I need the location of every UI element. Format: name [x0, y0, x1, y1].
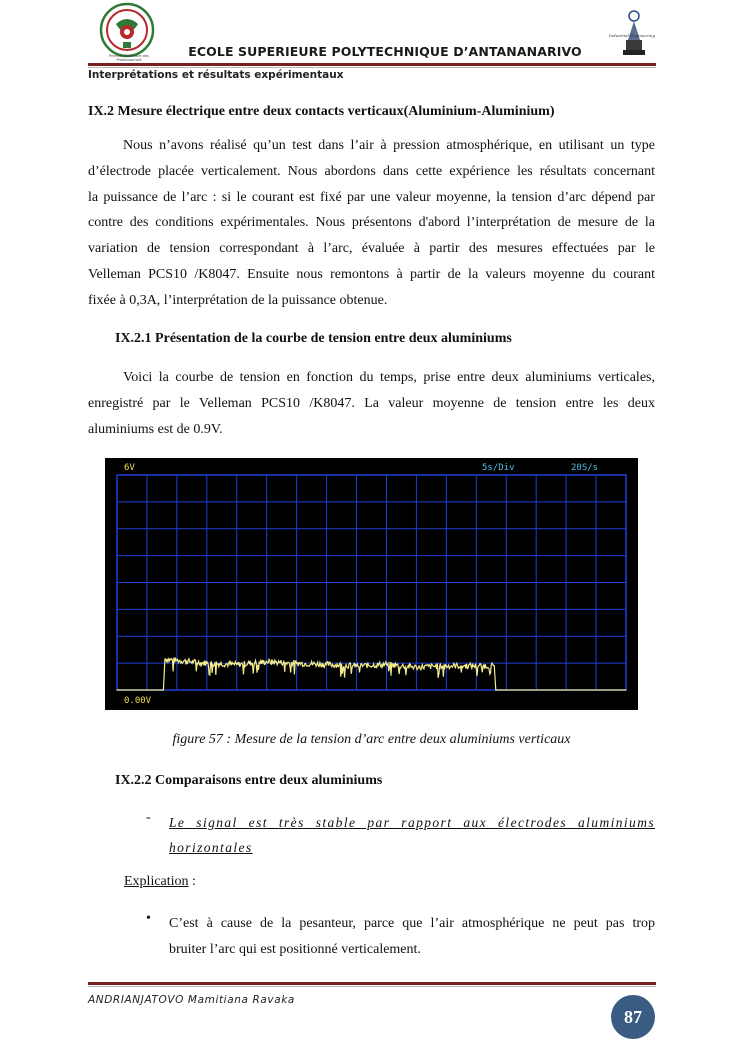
trace-point — [326, 664, 327, 665]
scope-samplerate-label: 20S/s — [571, 463, 599, 473]
intro-line: Velleman PCS10 /K8047. Ensuite nous remontons à partir de la valeurs moyenne du courant — [88, 266, 655, 282]
footer-rule — [88, 982, 656, 985]
section-header: Interprétations et résultats expérimentaux — [88, 69, 344, 81]
trace-point — [495, 689, 496, 690]
intro-line: d’électrode placée verticalement. Nous abordons dans cette expérience les résultats concernant — [88, 163, 655, 179]
intro-paragraph — [88, 133, 655, 314]
bullet-line-2: bruiter l’arc qui est positionné verticalement. — [169, 942, 421, 957]
voltage-trace-line — [117, 658, 626, 691]
figure-caption: figure 57 : Mesure de la tension d’arc entre deux aluminiums verticaux — [172, 732, 571, 747]
trace-point — [416, 667, 417, 668]
header-rule — [88, 63, 656, 66]
trace-point — [494, 665, 495, 666]
oscilloscope-figure — [105, 458, 638, 710]
left-logo-caption: Premier Partenaire des Professionnels — [109, 54, 149, 62]
trace-point — [356, 665, 357, 666]
point-text — [169, 810, 655, 860]
school-name: ECOLE SUPERIEURE POLYTECHNIQUE D’ANTANANARIVO — [188, 44, 582, 59]
trace-point — [116, 689, 117, 690]
header-rule-thin — [88, 67, 656, 68]
explication-label: Explication — [124, 874, 189, 889]
bullet-line-1: C’est à cause de la pesanteur, parce que l’air atmosphérique ne peut pas trop — [169, 916, 655, 931]
trace-point — [266, 661, 267, 662]
bullet-symbol: • — [146, 911, 151, 926]
explication-colon: : — [188, 874, 196, 889]
trace-point — [625, 689, 626, 690]
trace-point — [176, 660, 177, 661]
subsection1-heading: IX.2.1 Présentation de la courbe de tension entre deux aluminiums — [115, 331, 512, 346]
point-line-1: Le signal est très stable par rapport aux électrodes aluminiums — [169, 815, 655, 830]
footer-rule-thin — [88, 986, 656, 987]
footer-author: ANDRIANJATOVO Mamitiana Ravaka — [88, 994, 295, 1006]
oscilloscope-chart — [105, 458, 638, 710]
sub1-line: aluminiums est de 0.9V. — [88, 421, 223, 437]
trace-point — [163, 689, 164, 690]
bullet-text — [169, 911, 655, 963]
point-line-2: horizontales — [169, 840, 253, 855]
dash-bullet: - — [146, 810, 151, 825]
trace-point — [164, 658, 165, 659]
subsection1-paragraph — [88, 365, 655, 442]
trace-point — [296, 663, 297, 664]
intro-line: fixée à 0,3A, l’interprétation de la puissance obtenue. — [88, 292, 388, 308]
scope-top-left-label: 6V — [124, 463, 135, 473]
trace-point — [386, 664, 387, 665]
intro-line: contre des conditions expérimentales. Nous présentons d'abord l’interprétation de mesure de la — [88, 215, 655, 231]
scope-bottom-left-label: 0.00V — [124, 696, 152, 706]
subsection2-heading: IX.2.2 Comparaisons entre deux aluminiums — [115, 773, 383, 788]
intro-line: Nous n’avons réalisé qu’un test dans l’air à pression atmosphérique, en utilisant un type — [123, 138, 655, 153]
intro-line: variation de tension correspondant à l’arc, évaluée à partir des mesures effectuées par le — [88, 241, 655, 257]
sub1-line: enregistré par le Velleman PCS10 /K8047. La valeur moyenne de tension entre les deux — [88, 395, 655, 411]
trace-point — [446, 665, 447, 666]
scope-timebase-label: 5s/Div — [482, 463, 515, 473]
intro-line: la puissance de l’arc : si le courant est fixé par une valeur moyenne, la tension d’arc dépend par — [88, 189, 655, 205]
sub1-line: Voici la courbe de tension en fonction du temps, prise entre deux aluminiums verticales, — [123, 370, 655, 385]
trace-point — [236, 664, 237, 665]
page-number-badge: 87 — [611, 995, 655, 1039]
section-heading: IX.2 Mesure électrique entre deux contacts verticaux(Aluminium-Aluminium) — [88, 104, 555, 119]
right-logo-caption: Industrial Engineering — [608, 33, 656, 38]
trace-point — [206, 663, 207, 664]
explication — [124, 874, 196, 890]
